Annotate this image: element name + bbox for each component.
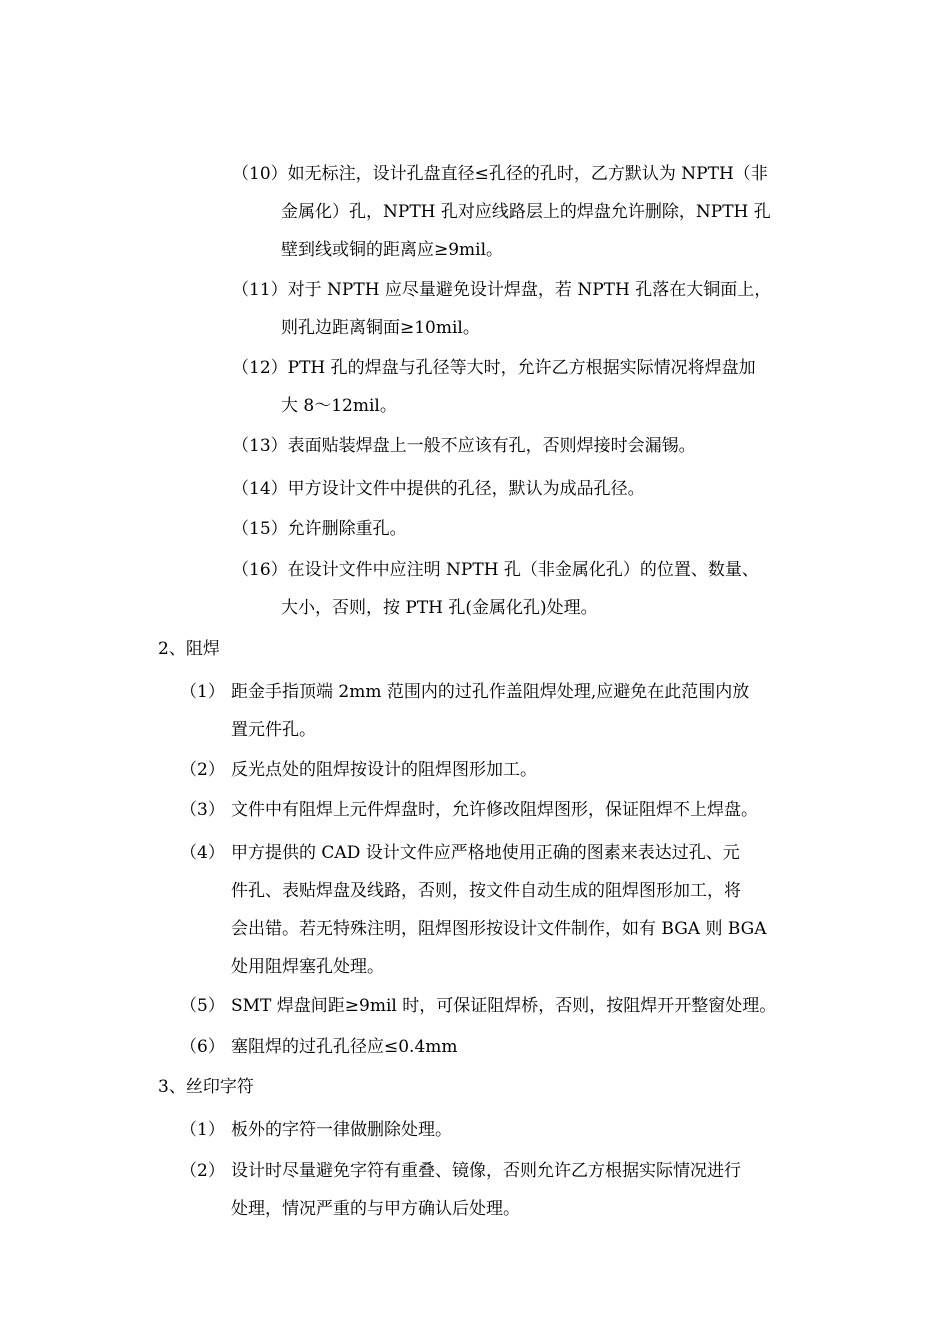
item-text-line: 置元件孔。 xyxy=(231,720,316,740)
item-number: （1） xyxy=(180,1120,225,1140)
item-text-line: PTH 孔的焊盘与孔径等大时，允许乙方根据实际情况将焊盘加 xyxy=(287,358,756,378)
item-number: （14） xyxy=(232,479,288,499)
item-text-line: 板外的字符一律做删除处理。 xyxy=(231,1120,452,1140)
silkscreen-item-1 xyxy=(180,1111,820,1149)
hole-rule-item-12 xyxy=(232,349,812,425)
hole-rule-item-16 xyxy=(232,551,812,627)
hole-rule-item-10 xyxy=(232,155,812,269)
item-number: （10） xyxy=(232,164,288,184)
item-text-line: 会出错。若无特殊注明，阻焊图形按设计文件制作，如有 BGA 则 BGA xyxy=(231,919,767,939)
item-text-line: 处用阻焊塞孔处理。 xyxy=(231,957,384,977)
item-number: （5） xyxy=(180,996,225,1016)
solder-mask-item-6 xyxy=(180,1028,820,1066)
solder-mask-item-5 xyxy=(180,987,820,1025)
item-number: （3） xyxy=(180,800,225,820)
item-text-line: 壁到线或铜的距离应≥9mil。 xyxy=(281,240,504,260)
item-text-line: 设计时尽量避免字符有重叠、镜像，否则允许乙方根据实际情况进行 xyxy=(231,1161,741,1181)
item-number: （12） xyxy=(232,358,288,378)
section-heading-silkscreen: 3、丝印字符 xyxy=(158,1077,254,1097)
item-text-line: SMT 焊盘间距≥9mil 时，可保证阻焊桥，否则，按阻焊开开整窗处理。 xyxy=(231,996,777,1016)
item-text-line: 金属化）孔，NPTH 孔对应线路层上的焊盘允许删除，NPTH 孔 xyxy=(281,202,771,222)
item-text-line: 件孔、表贴焊盘及线路，否则，按文件自动生成的阻焊图形加工，将 xyxy=(231,881,741,901)
item-text-line: 甲方设计文件中提供的孔径，默认为成品孔径。 xyxy=(287,479,645,499)
item-text-line: 如无标注，设计孔盘直径≤孔径的孔时，乙方默认为 NPTH（非 xyxy=(287,164,768,184)
item-text-line: 允许删除重孔。 xyxy=(287,519,407,539)
item-number: （16） xyxy=(232,560,288,580)
item-number: （1） xyxy=(180,682,225,702)
item-text-line: 反光点处的阻焊按设计的阻焊图形加工。 xyxy=(231,760,537,780)
solder-mask-item-3 xyxy=(180,791,820,829)
item-text-line: 则孔边距离铜面≥10mil。 xyxy=(281,318,480,338)
hole-rule-item-13 xyxy=(232,427,812,465)
item-number: （2） xyxy=(180,1161,225,1181)
section-heading-solder-mask: 2、阻焊 xyxy=(158,639,220,659)
item-number: （4） xyxy=(180,843,225,863)
item-text-line: 大 8～12mil。 xyxy=(281,396,397,416)
item-text-line: 对于 NPTH 应尽量避免设计焊盘，若 NPTH 孔落在大铜面上， xyxy=(287,280,772,300)
silkscreen-item-2 xyxy=(180,1152,820,1228)
item-number: （6） xyxy=(180,1037,225,1057)
item-text-line: 文件中有阻焊上元件焊盘时，允许修改阻焊图形，保证阻焊不上焊盘。 xyxy=(231,800,758,820)
item-text-line: 距金手指顶端 2mm 范围内的过孔作盖阻焊处理,应避免在此范围内放 xyxy=(231,682,750,702)
hole-rule-item-11 xyxy=(232,271,812,347)
item-number: （11） xyxy=(232,280,288,300)
item-text-line: 大小，否则，按 PTH 孔(金属化孔)处理。 xyxy=(281,598,598,618)
item-text-line: 表面贴装焊盘上一般不应该有孔，否则焊接时会漏锡。 xyxy=(287,436,696,456)
item-text-line: 甲方提供的 CAD 设计文件应严格地使用正确的图素来表达过孔、元 xyxy=(231,843,740,863)
solder-mask-item-1 xyxy=(180,673,820,749)
hole-rule-item-14 xyxy=(232,470,812,508)
item-number: （15） xyxy=(232,519,288,539)
item-number: （2） xyxy=(180,760,225,780)
item-number: （13） xyxy=(232,436,288,456)
item-text-line: 塞阻焊的过孔孔径应≤0.4mm xyxy=(231,1037,458,1057)
item-text-line: 在设计文件中应注明 NPTH 孔（非金属化孔）的位置、数量、 xyxy=(287,560,759,580)
solder-mask-item-4 xyxy=(180,834,820,986)
solder-mask-item-2 xyxy=(180,751,820,789)
item-text-line: 处理，情况严重的与甲方确认后处理。 xyxy=(231,1199,520,1219)
hole-rule-item-15 xyxy=(232,510,812,548)
